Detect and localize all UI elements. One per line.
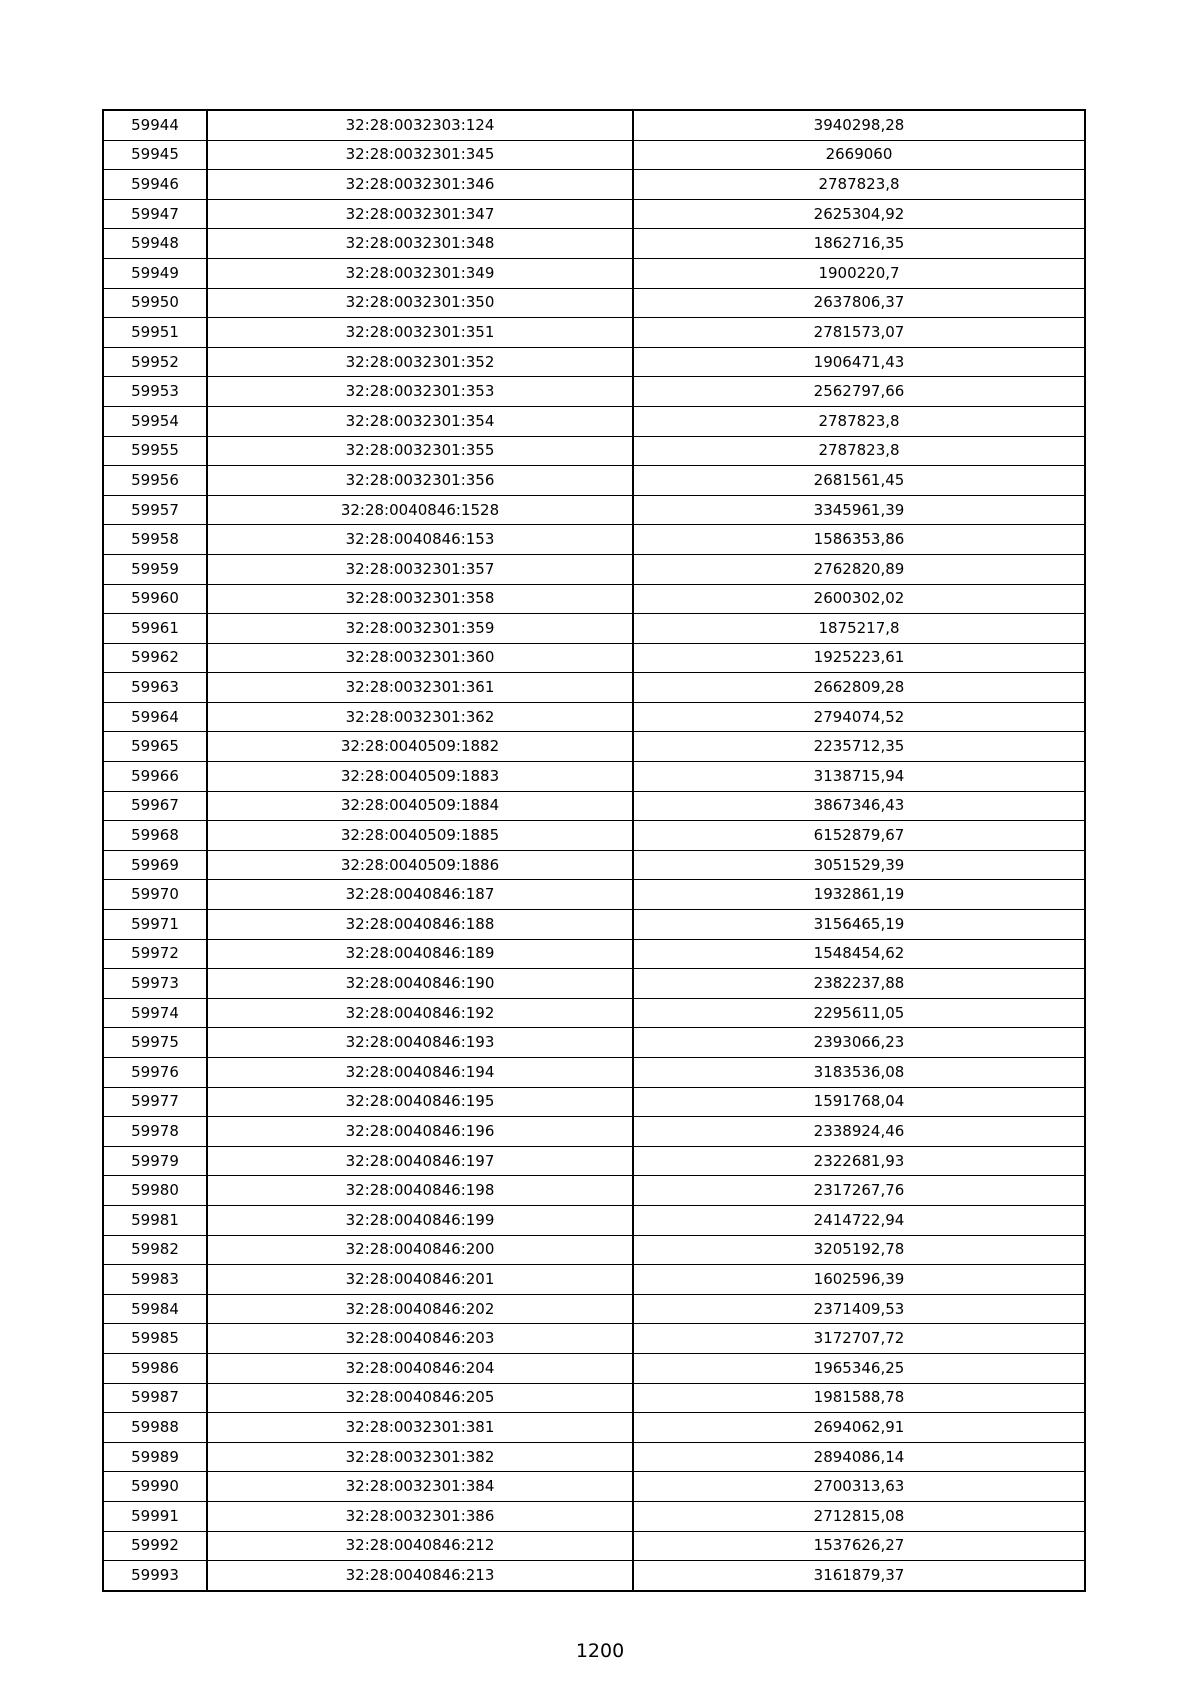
cadastral-number-cell: 32:28:0040846:213 <box>207 1561 633 1591</box>
row-number-cell: 59977 <box>103 1087 207 1117</box>
table-row <box>103 1117 1085 1147</box>
row-number-cell: 59974 <box>103 998 207 1028</box>
cadastral-number-cell: 32:28:0040846:199 <box>207 1205 633 1235</box>
table-row <box>103 1235 1085 1265</box>
row-number-cell: 59978 <box>103 1117 207 1147</box>
cadastral-number-cell: 32:28:0032301:345 <box>207 140 633 170</box>
cadastral-value-cell: 1602596,39 <box>633 1265 1085 1295</box>
row-number-cell: 59989 <box>103 1442 207 1472</box>
table-row <box>103 1265 1085 1295</box>
cadastral-number-cell: 32:28:0040509:1884 <box>207 791 633 821</box>
cadastral-value-cell: 1906471,43 <box>633 347 1085 377</box>
cadastral-value-cell: 3161879,37 <box>633 1561 1085 1591</box>
cadastral-value-cell: 1548454,62 <box>633 939 1085 969</box>
cadastral-number-cell: 32:28:0040846:194 <box>207 1058 633 1088</box>
cadastral-number-cell: 32:28:0040846:201 <box>207 1265 633 1295</box>
cadastral-number-cell: 32:28:0040846:205 <box>207 1383 633 1413</box>
cadastral-value-cell: 2794074,52 <box>633 702 1085 732</box>
table-row <box>103 1087 1085 1117</box>
cadastral-number-cell: 32:28:0040509:1885 <box>207 821 633 851</box>
cadastral-number-cell: 32:28:0040846:189 <box>207 939 633 969</box>
cadastral-number-cell: 32:28:0032303:124 <box>207 110 633 140</box>
cadastral-number-cell: 32:28:0032301:346 <box>207 170 633 200</box>
row-number-cell: 59946 <box>103 170 207 200</box>
cadastral-number-cell: 32:28:0040846:195 <box>207 1087 633 1117</box>
cadastral-value-cell: 3183536,08 <box>633 1058 1085 1088</box>
cadastral-number-cell: 32:28:0040846:197 <box>207 1146 633 1176</box>
row-number-cell: 59956 <box>103 466 207 496</box>
table-row <box>103 762 1085 792</box>
cadastral-number-cell: 32:28:0032301:349 <box>207 258 633 288</box>
row-number-cell: 59949 <box>103 258 207 288</box>
table-row <box>103 614 1085 644</box>
cadastral-number-cell: 32:28:0040846:203 <box>207 1324 633 1354</box>
cadastral-number-cell: 32:28:0032301:382 <box>207 1442 633 1472</box>
cadastral-value-cell: 1537626,27 <box>633 1531 1085 1561</box>
table-row <box>103 436 1085 466</box>
row-number-cell: 59986 <box>103 1353 207 1383</box>
row-number-cell: 59962 <box>103 643 207 673</box>
cadastral-value-cell: 6152879,67 <box>633 821 1085 851</box>
table-row <box>103 110 1085 140</box>
cadastral-number-cell: 32:28:0040846:196 <box>207 1117 633 1147</box>
table-row <box>103 969 1085 999</box>
table-row <box>103 406 1085 436</box>
table-row <box>103 288 1085 318</box>
row-number-cell: 59969 <box>103 850 207 880</box>
cadastral-value-cell: 2414722,94 <box>633 1205 1085 1235</box>
cadastral-value-cell: 2393066,23 <box>633 1028 1085 1058</box>
row-number-cell: 59951 <box>103 318 207 348</box>
cadastral-number-cell: 32:28:0032301:351 <box>207 318 633 348</box>
row-number-cell: 59985 <box>103 1324 207 1354</box>
row-number-cell: 59975 <box>103 1028 207 1058</box>
row-number-cell: 59979 <box>103 1146 207 1176</box>
table-row <box>103 732 1085 762</box>
cadastral-number-cell: 32:28:0032301:357 <box>207 554 633 584</box>
table-row <box>103 554 1085 584</box>
cadastral-number-cell: 32:28:0040846:202 <box>207 1294 633 1324</box>
row-number-cell: 59972 <box>103 939 207 969</box>
row-number-cell: 59976 <box>103 1058 207 1088</box>
cadastral-value-cell: 2235712,35 <box>633 732 1085 762</box>
row-number-cell: 59963 <box>103 673 207 703</box>
cadastral-value-cell: 2382237,88 <box>633 969 1085 999</box>
row-number-cell: 59992 <box>103 1531 207 1561</box>
cadastral-number-cell: 32:28:0040846:192 <box>207 998 633 1028</box>
table-row <box>103 998 1085 1028</box>
page-number: 1200 <box>575 1640 625 1662</box>
cadastral-number-cell: 32:28:0040509:1883 <box>207 762 633 792</box>
cadastral-value-cell: 3940298,28 <box>633 110 1085 140</box>
cadastral-number-cell: 32:28:0032301:360 <box>207 643 633 673</box>
row-number-cell: 59954 <box>103 406 207 436</box>
cadastral-value-cell: 2600302,02 <box>633 584 1085 614</box>
cadastral-value-cell: 1965346,25 <box>633 1353 1085 1383</box>
cadastral-value-cell: 3345961,39 <box>633 495 1085 525</box>
row-number-cell: 59965 <box>103 732 207 762</box>
row-number-cell: 59958 <box>103 525 207 555</box>
cadastral-number-cell: 32:28:0040846:187 <box>207 880 633 910</box>
cadastral-value-cell: 2894086,14 <box>633 1442 1085 1472</box>
row-number-cell: 59947 <box>103 199 207 229</box>
table-row <box>103 584 1085 614</box>
cadastral-number-cell: 32:28:0032301:348 <box>207 229 633 259</box>
table-row <box>103 643 1085 673</box>
cadastral-value-cell: 1900220,7 <box>633 258 1085 288</box>
cadastral-number-cell: 32:28:0032301:358 <box>207 584 633 614</box>
cadastral-value-table <box>102 109 1086 1592</box>
table-row <box>103 673 1085 703</box>
row-number-cell: 59957 <box>103 495 207 525</box>
cadastral-number-cell: 32:28:0032301:355 <box>207 436 633 466</box>
cadastral-number-cell: 32:28:0040846:200 <box>207 1235 633 1265</box>
cadastral-value-cell: 3172707,72 <box>633 1324 1085 1354</box>
row-number-cell: 59948 <box>103 229 207 259</box>
table-row <box>103 1028 1085 1058</box>
cadastral-number-cell: 32:28:0040509:1882 <box>207 732 633 762</box>
cadastral-number-cell: 32:28:0040846:212 <box>207 1531 633 1561</box>
cadastral-value-cell: 2694062,91 <box>633 1413 1085 1443</box>
row-number-cell: 59952 <box>103 347 207 377</box>
row-number-cell: 59945 <box>103 140 207 170</box>
cadastral-number-cell: 32:28:0032301:362 <box>207 702 633 732</box>
row-number-cell: 59968 <box>103 821 207 851</box>
row-number-cell: 59984 <box>103 1294 207 1324</box>
cadastral-number-cell: 32:28:0032301:359 <box>207 614 633 644</box>
table-row <box>103 1442 1085 1472</box>
table-row <box>103 1413 1085 1443</box>
table-row <box>103 377 1085 407</box>
cadastral-value-cell: 1981588,78 <box>633 1383 1085 1413</box>
cadastral-value-cell: 2781573,07 <box>633 318 1085 348</box>
table-row <box>103 170 1085 200</box>
row-number-cell: 59971 <box>103 910 207 940</box>
cadastral-number-cell: 32:28:0040846:1528 <box>207 495 633 525</box>
cadastral-value-cell: 2322681,93 <box>633 1146 1085 1176</box>
table-row <box>103 702 1085 732</box>
row-number-cell: 59993 <box>103 1561 207 1591</box>
table-row <box>103 791 1085 821</box>
cadastral-value-cell: 1591768,04 <box>633 1087 1085 1117</box>
table-row <box>103 1205 1085 1235</box>
cadastral-value-cell: 3205192,78 <box>633 1235 1085 1265</box>
cadastral-value-cell: 2700313,63 <box>633 1472 1085 1502</box>
table-row <box>103 1353 1085 1383</box>
cadastral-number-cell: 32:28:0032301:353 <box>207 377 633 407</box>
table-row <box>103 525 1085 555</box>
row-number-cell: 59966 <box>103 762 207 792</box>
cadastral-value-cell: 2625304,92 <box>633 199 1085 229</box>
table-row <box>103 1058 1085 1088</box>
table-row <box>103 1294 1085 1324</box>
cadastral-value-cell: 2787823,8 <box>633 406 1085 436</box>
table-body <box>103 110 1085 1591</box>
table-row <box>103 1383 1085 1413</box>
cadastral-number-cell: 32:28:0032301:352 <box>207 347 633 377</box>
cadastral-value-cell: 2317267,76 <box>633 1176 1085 1206</box>
table-row <box>103 1531 1085 1561</box>
cadastral-value-cell: 1932861,19 <box>633 880 1085 910</box>
table-row <box>103 850 1085 880</box>
cadastral-value-cell: 3156465,19 <box>633 910 1085 940</box>
cadastral-value-cell: 2295611,05 <box>633 998 1085 1028</box>
cadastral-value-cell: 3867346,43 <box>633 791 1085 821</box>
cadastral-value-cell: 3051529,39 <box>633 850 1085 880</box>
table-row <box>103 1146 1085 1176</box>
table-row <box>103 199 1085 229</box>
row-number-cell: 59980 <box>103 1176 207 1206</box>
table-row <box>103 347 1085 377</box>
table-row <box>103 229 1085 259</box>
table-row <box>103 1324 1085 1354</box>
row-number-cell: 59970 <box>103 880 207 910</box>
table-row <box>103 880 1085 910</box>
cadastral-number-cell: 32:28:0040846:204 <box>207 1353 633 1383</box>
cadastral-number-cell: 32:28:0040846:153 <box>207 525 633 555</box>
row-number-cell: 59967 <box>103 791 207 821</box>
table-row <box>103 495 1085 525</box>
cadastral-number-cell: 32:28:0040846:198 <box>207 1176 633 1206</box>
cadastral-value-cell: 2669060 <box>633 140 1085 170</box>
row-number-cell: 59990 <box>103 1472 207 1502</box>
cadastral-value-cell: 2762820,89 <box>633 554 1085 584</box>
table-row <box>103 910 1085 940</box>
row-number-cell: 59964 <box>103 702 207 732</box>
cadastral-value-cell: 2787823,8 <box>633 170 1085 200</box>
cadastral-value-cell: 3138715,94 <box>633 762 1085 792</box>
cadastral-value-cell: 2787823,8 <box>633 436 1085 466</box>
table-row <box>103 821 1085 851</box>
cadastral-number-cell: 32:28:0032301:384 <box>207 1472 633 1502</box>
cadastral-number-cell: 32:28:0032301:354 <box>207 406 633 436</box>
cadastral-value-cell: 1925223,61 <box>633 643 1085 673</box>
row-number-cell: 59944 <box>103 110 207 140</box>
cadastral-value-cell: 1862716,35 <box>633 229 1085 259</box>
row-number-cell: 59950 <box>103 288 207 318</box>
cadastral-number-cell: 32:28:0032301:386 <box>207 1501 633 1531</box>
cadastral-number-cell: 32:28:0032301:356 <box>207 466 633 496</box>
row-number-cell: 59960 <box>103 584 207 614</box>
table-row <box>103 939 1085 969</box>
cadastral-number-cell: 32:28:0040509:1886 <box>207 850 633 880</box>
cadastral-number-cell: 32:28:0040846:190 <box>207 969 633 999</box>
row-number-cell: 59983 <box>103 1265 207 1295</box>
table-row <box>103 466 1085 496</box>
cadastral-value-cell: 2662809,28 <box>633 673 1085 703</box>
cadastral-value-cell: 2338924,46 <box>633 1117 1085 1147</box>
cadastral-value-cell: 1586353,86 <box>633 525 1085 555</box>
cadastral-value-cell: 2681561,45 <box>633 466 1085 496</box>
cadastral-value-cell: 1875217,8 <box>633 614 1085 644</box>
table-row <box>103 258 1085 288</box>
table-row <box>103 1561 1085 1591</box>
row-number-cell: 59987 <box>103 1383 207 1413</box>
cadastral-value-cell: 2371409,53 <box>633 1294 1085 1324</box>
row-number-cell: 59955 <box>103 436 207 466</box>
table-row <box>103 1176 1085 1206</box>
row-number-cell: 59953 <box>103 377 207 407</box>
cadastral-number-cell: 32:28:0040846:193 <box>207 1028 633 1058</box>
cadastral-value-cell: 2637806,37 <box>633 288 1085 318</box>
row-number-cell: 59991 <box>103 1501 207 1531</box>
cadastral-number-cell: 32:28:0032301:350 <box>207 288 633 318</box>
row-number-cell: 59961 <box>103 614 207 644</box>
cadastral-number-cell: 32:28:0032301:381 <box>207 1413 633 1443</box>
table-row <box>103 318 1085 348</box>
cadastral-number-cell: 32:28:0032301:361 <box>207 673 633 703</box>
row-number-cell: 59988 <box>103 1413 207 1443</box>
table-row <box>103 1501 1085 1531</box>
cadastral-number-cell: 32:28:0040846:188 <box>207 910 633 940</box>
row-number-cell: 59973 <box>103 969 207 999</box>
cadastral-value-cell: 2562797,66 <box>633 377 1085 407</box>
row-number-cell: 59959 <box>103 554 207 584</box>
row-number-cell: 59981 <box>103 1205 207 1235</box>
table-row <box>103 1472 1085 1502</box>
row-number-cell: 59982 <box>103 1235 207 1265</box>
table-row <box>103 140 1085 170</box>
cadastral-value-cell: 2712815,08 <box>633 1501 1085 1531</box>
cadastral-number-cell: 32:28:0032301:347 <box>207 199 633 229</box>
